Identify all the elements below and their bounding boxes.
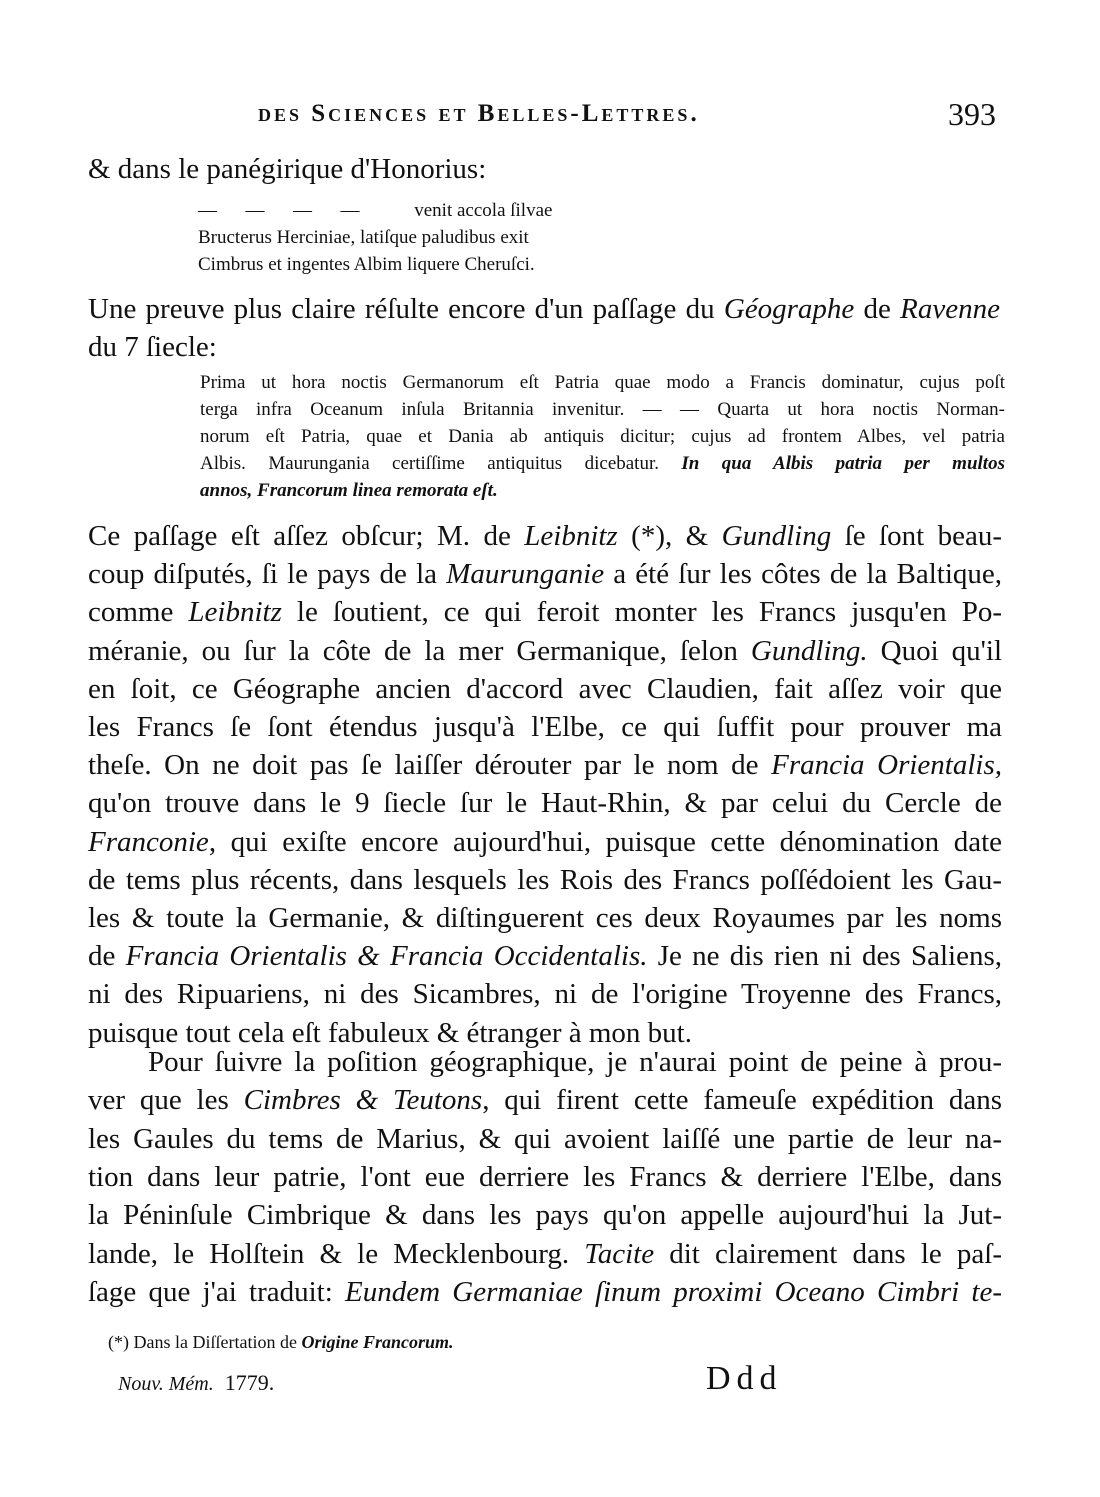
text-run: les & toute la Germanie, & diſtinguerent ces deux Royaumes par les noms — [88, 902, 1002, 934]
verse-line: Cimbrus et ingentes Albim liquere Cheruſci. — [198, 254, 535, 275]
text-line — [88, 899, 1002, 937]
italic-run: Géographe — [723, 293, 855, 325]
italic-run: Tacite — [584, 1237, 655, 1270]
text-run: de tems plus récents, dans lesquels les Rois des Francs poſſédoient les Gau- — [88, 863, 1002, 896]
italic-run: Cimbres & Teutons — [243, 1084, 483, 1117]
text-line — [88, 517, 1002, 555]
italic-run: Francia Orientalis & Francia Occidentalis. — [125, 940, 648, 973]
verse-line — [198, 200, 552, 222]
italic-run: Francia Orientalis, — [771, 749, 1002, 782]
text-line — [88, 746, 1002, 784]
text-line — [88, 861, 1002, 899]
footnote-text: Dans la Diſſertation de — [133, 1332, 302, 1352]
text-run: lande, le Holſtein & le Mecklenbourg. — [88, 1237, 585, 1270]
text-run: , qui exiſte encore aujourd'hui, puisque cette dénomination date — [208, 825, 1002, 858]
journal-reference — [118, 1370, 274, 1396]
text-line — [88, 1158, 1002, 1196]
text-line — [88, 290, 1000, 328]
text-run: le ſoutient, ce qui feroit monter les Francs jusqu'en Po- — [281, 596, 1003, 629]
text-line — [88, 1120, 1002, 1158]
text-run: les Francs ſe ſont étendus jusqu'à l'Elbe, ce qui ſuffit pour prouver ma — [88, 711, 1002, 743]
page-number: 393 — [948, 96, 996, 132]
text-line — [88, 823, 1002, 861]
text-run: ver que les — [88, 1084, 244, 1117]
text-run: ſage que j'ai traduit: — [88, 1275, 346, 1308]
text-run: Pour ſuivre la poſition géographique, je n'aurai point de peine à prou- — [148, 1046, 1002, 1078]
verse-dashes: — — — — — [198, 200, 360, 221]
quote-text: Albis. Maurungania certiſſime antiquitus dicebatur. — [200, 453, 682, 474]
italic-run: Maurunganie — [446, 558, 605, 591]
text-line — [88, 1235, 1002, 1273]
text-line — [88, 975, 1002, 1013]
signature-mark: Ddd — [706, 1360, 783, 1397]
text-run: tion dans leur patrie, l'ont eue derriere les Francs & derriere l'Elbe, dans — [88, 1160, 1002, 1193]
text-run: les Gaules du tems de Marius, & qui avoient laiſſé une partie de leur na- — [88, 1122, 1002, 1155]
quote-line — [200, 426, 1005, 448]
italic-run: Leibnitz — [524, 520, 618, 552]
text-run: de — [854, 293, 901, 325]
text-run: Je ne dis rien ni des Saliens, — [647, 940, 1002, 973]
text-run: ni des Ripuariens, ni des Sicambres, ni de l'origine Troyenne des Francs, — [88, 978, 1002, 1011]
text-run: dit clairement dans le paſ- — [654, 1237, 1002, 1270]
italic-run: Eundem Germaniae ſinum proximi Oceano Cimbri te- — [345, 1275, 1003, 1308]
intro-line: & dans le panégirique d'Honorius: — [88, 153, 487, 185]
verse-text: venit accola ſilvae — [414, 200, 553, 221]
journal-name: Nouv. Mém. — [118, 1373, 214, 1395]
text-run: de — [88, 940, 126, 973]
verse-line: Bructerus Herciniae, latiſque paludibus exit — [198, 227, 529, 248]
text-run: qu'on trouve dans le 9 ſiecle ſur le Haut-Rhin, & par celui du Cercle de — [88, 787, 1002, 820]
italic-run: Gundling — [721, 520, 832, 552]
quote-text: terga infra Oceanum inſula Britannia invenitur. — — Quarta ut hora noctis Norman- — [200, 399, 1005, 420]
footnote-line — [108, 1332, 454, 1353]
text-line — [88, 632, 1002, 670]
text-run: ſe ſont beau- — [831, 520, 1002, 552]
running-title: des Sciences et Belles-Lettres. — [258, 100, 700, 127]
text-run: la Péninſule Cimbrique & dans les pays qu'on appelle aujourd'hui la Jut- — [88, 1199, 1002, 1232]
text-line — [88, 1081, 1002, 1119]
footnote-italic: Origine Francorum. — [301, 1332, 454, 1352]
text-line — [88, 593, 1002, 631]
text-line: du 7 ſiecle: — [88, 331, 217, 363]
text-run: comme — [88, 596, 189, 629]
quote-line: annos, Francorum linea remorata eſt. — [200, 480, 498, 501]
text-line — [148, 1043, 1002, 1081]
italic-run: Leibnitz — [188, 596, 282, 629]
quote-line — [200, 399, 1005, 421]
text-line — [88, 1273, 1002, 1311]
quote-line — [200, 372, 1005, 394]
quote-text: Prima ut hora noctis Germanorum eſt Patria quae modo a Francis dominatur, cujus poſt — [200, 372, 1005, 393]
text-run: méranie, ou ſur la côte de la mer Germanique, ſelon — [88, 634, 751, 667]
text-run: a été ſur les côtes de la Baltique, — [604, 558, 1002, 591]
quote-text: norum eſt Patria, quae et Dania ab antiquis dicitur; cujus ad frontem Albes, vel patria — [200, 426, 1005, 447]
text-line — [88, 937, 1002, 975]
text-run: Ce paſſage eſt aſſez obſcur; M. de — [88, 520, 525, 552]
quote-line — [200, 453, 1005, 475]
italic-run: Gundling. — [750, 634, 868, 667]
text-run: en ſoit, ce Géographe ancien d'accord avec Claudien, fait aſſez voir que — [88, 672, 1002, 705]
text-run: Une preuve plus claire réſulte encore d'un paſſage du — [88, 293, 724, 325]
text-run: coup diſputés, ſi le pays de la — [88, 558, 447, 591]
italic-run: In qua Albis patria per multos — [681, 453, 1005, 474]
italic-run: Ravenne — [900, 293, 1000, 325]
text-line — [88, 555, 1002, 593]
text-line — [88, 670, 1002, 708]
journal-year: 1779. — [224, 1370, 275, 1395]
text-line — [88, 784, 1002, 822]
text-line — [88, 708, 1002, 746]
text-run: (*), & — [617, 520, 722, 552]
text-line — [88, 1196, 1002, 1234]
text-run: puisque tout cela eſt fabuleux & étranger à mon but. — [88, 1016, 692, 1049]
italic-run: Franconie — [88, 825, 209, 858]
text-run: , qui firent cette fameuſe expédition dans — [482, 1084, 1002, 1117]
footnote-marker: (*) — [108, 1332, 129, 1352]
text-run: Quoi qu'il — [867, 634, 1002, 667]
text-run: theſe. On ne doit pas ſe laiſſer dérouter par le nom de — [88, 749, 772, 782]
